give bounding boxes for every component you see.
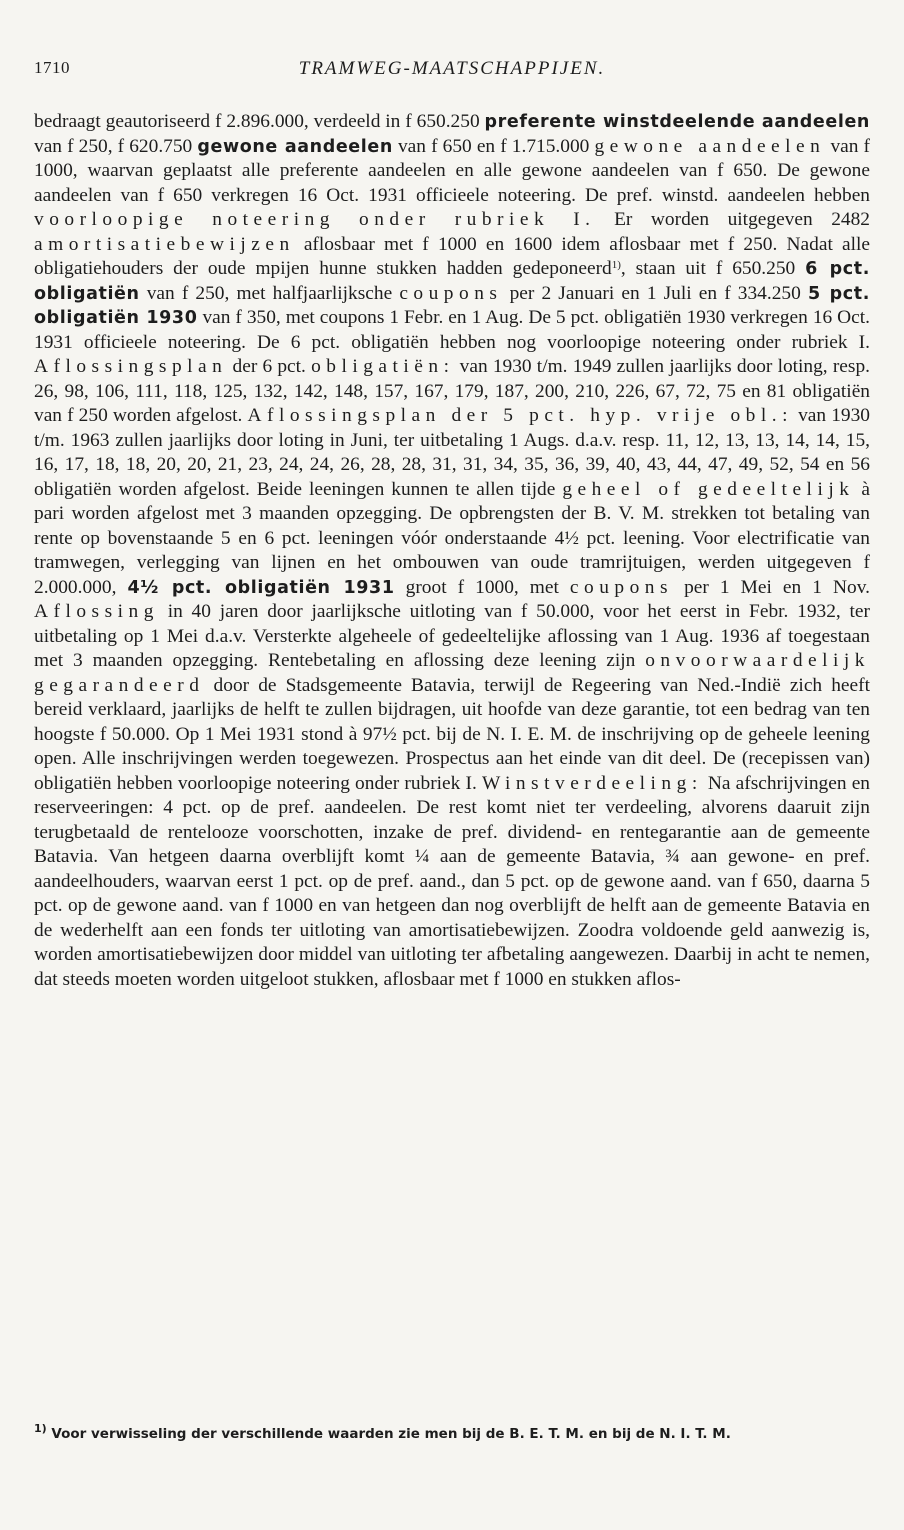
spaced-term: obligatiën: [311,356,455,377]
spaced-term: Aflossingsplan [34,356,228,377]
bold-term: 5 pct. obligatiën 1930 [34,283,870,328]
spaced-term: coupons [399,282,503,304]
footnote [34,1422,870,1443]
footnote-marker: 1) [34,1422,47,1435]
text-run: Er worden uitgegeven 2482 [595,209,870,230]
text-run: per 2 Januari en 1 Juli en f 334.250 [502,282,808,304]
text-run: à pari worden afgelost met 3 maanden opzegging. De opbrengsten der B. V. M. strekken tot betaling van rente op bovenstaande 5 en 6 pct. leeningen vóór onderstaande 4½ pct. leening. Voor electrificatie van tramwegen, verlegging van lijnen en het ombouwen van oude tramrijtuigen, werden uitgegeven f 2.000.000, [34,478,870,598]
spaced-term: amortisatiebewijzen [34,233,295,255]
bold-term: 4½ pct. obligatiën 1931 [127,577,395,598]
text-run: van f 1000, waarvan geplaatst alle preferente aandeelen en alle gewone aandeelen van f 650. De gewone aandeelen van f 650 verkregen 16 Oct. 1931 officieele noteering. De pref. winstd. aandeelen hebben [34,135,870,206]
text-run: der 6 pct. [227,356,312,377]
paragraph-body [34,110,870,992]
text-run: bedraagt geautoriseerd f 2.896.000, verdeeld in f 650.250 [34,111,485,132]
text-run: van 1930 t/m. 1949 zullen jaarlijks door loting, resp. 26, 98, 106, 111, 118, 125, 132, 142, 148, 157, 167, 179, 187, 200, 210, 226, 67, 72, 75 en 81 obligatiën van f 250 worden afgelost. [34,356,870,426]
spaced-term: Winstverdeeling: [481,772,703,794]
spaced-term: Aflossing [34,601,159,622]
text-run: van f 650 en f 1.715.000 [392,135,595,157]
bold-term: 6 pct. obligatiën [34,259,870,304]
text-run: Na afschrijvingen en reserveeringen: 4 pct. op de pref. aandeelen. De rest komt niet ter verdeeling, alvorens daaruit zijn terugbetaald de rentelooze voorschotten, inzake de pref. dividend- en rentegarantie aan de gemeente Batavia. Van hetgeen daarna overblijft komt ¼ aan de gemeente Batavia, ¾ aan gewone- en pref. aandeelhouders, waarvan eerst 1 pct. op de pref. aand., dan 5 pct. op de gewone aand. van f 650, daarna 5 pct. op de gewone aand. van f 1000 en van hetgeen dan nog overblijft de helft aan de gemeente Batavia en de wederhelft aan een fonds ter uitloting van amortisatiebewijzen. Zoodra voldoende geld aanwezig is, worden amortisatiebewijzen door middel van uitloting ter afbetaling aangewezen. Daarbij in acht te nemen, dat steeds moeten worden uitgeloot stukken, aflosbaar met f 1000 en stukken aflos- [34,772,870,990]
text-run: groot f 1000, met [394,576,570,598]
text-run: per 1 Mei en 1 Nov. [673,576,870,598]
text-run: in 40 jaren door jaarlijksche uitloting van f 50.000, voor het eerst in Febr. 1932, ter uitbetaling op 1 Mei d.a.v. Versterkte algeheele of gedeeltelijke aflossing van 1 Aug. 1936 af toegestaan met 3 maanden opzegging. Rentebetaling en aflossing deze leening zijn [34,601,870,671]
footnote-text: Voor verwisseling der verschillende waarden zie men bij de B. E. T. M. en bij de N. I. T. M. [46,1426,731,1442]
text-run: van 1930 t/m. 1963 zullen jaarlijks door loting in Juni, ter uitbetaling 1 Augs. d.a.v. resp. 11, 12, 13, 13, 14, 14, 15, 16, 17, 18, 18, 20, 20, 21, 23, 24, 24, 26, 28, 28, 31, 31, 34, 35, 36, 39, 40, 43, 44, 47, 49, 52, 54 en 56 obligatiën worden afgelost. Beide leeningen kunnen te allen tijde [34,405,870,500]
page-header [34,58,870,88]
bold-term: preferente winstdeelende aandeelen [484,112,870,132]
text-run: , staan uit f 650.250 [620,258,806,279]
text-run: door de Stadsgemeente Batavia, terwijl de Regeering van Ned.-Indië zich heeft bereid verklaard, jaarlijks de helft te zullen bijdragen, uit hoofde van deze garantie, tot een bedrag van ten hoogste f 50.000. Op 1 Mei 1931 stond à 97½ pct. bij de N. I. E. M. de inschrijving op de geheele leening open. Alle inschrijvingen werden toegewezen. Prospectus aan het einde van dit deel. De (recepissen van) obligatiën hebben voorloopige noteering onder rubriek I. [34,674,870,794]
text-run: aflosbaar met f 1000 en 1600 idem aflosbaar met f 250. Nadat alle obligatiehouders der oude mpijen hunne stukken hadden gedeponeerd [34,233,870,279]
page-number: 1710 [34,58,70,77]
text-run: van f 250, met halfjaarlijksche [139,282,400,304]
bold-term: gewone aandeelen [197,136,393,157]
footnote-reference: 1) [611,259,621,271]
text-run: van f 350, met coupons 1 Febr. en 1 Aug. De 5 pct. obligatiën 1930 verkregen 16 Oct. 1931 officieele noteering. De 6 pct. obligatiën hebben nog voorloopige noteering onder rubriek I. [34,307,871,353]
running-title: TRAMWEG-MAATSCHAPPIJEN. [298,58,606,79]
spaced-term: gewone aandeelen [594,135,826,157]
spaced-term: Aflossingsplan der 5 pct. hyp. vrije obl.: [247,405,793,426]
spaced-term: onvoorwaardelijk gegarandeerd [34,650,870,696]
spaced-term: coupons [569,576,674,598]
spaced-term: voorloopige noteering onder rubriek I. [34,209,596,230]
text-run: van f 250, f 620.750 [34,135,198,157]
spaced-term: geheel of gedeeltelijk [562,478,855,500]
main-paragraph [34,110,870,992]
